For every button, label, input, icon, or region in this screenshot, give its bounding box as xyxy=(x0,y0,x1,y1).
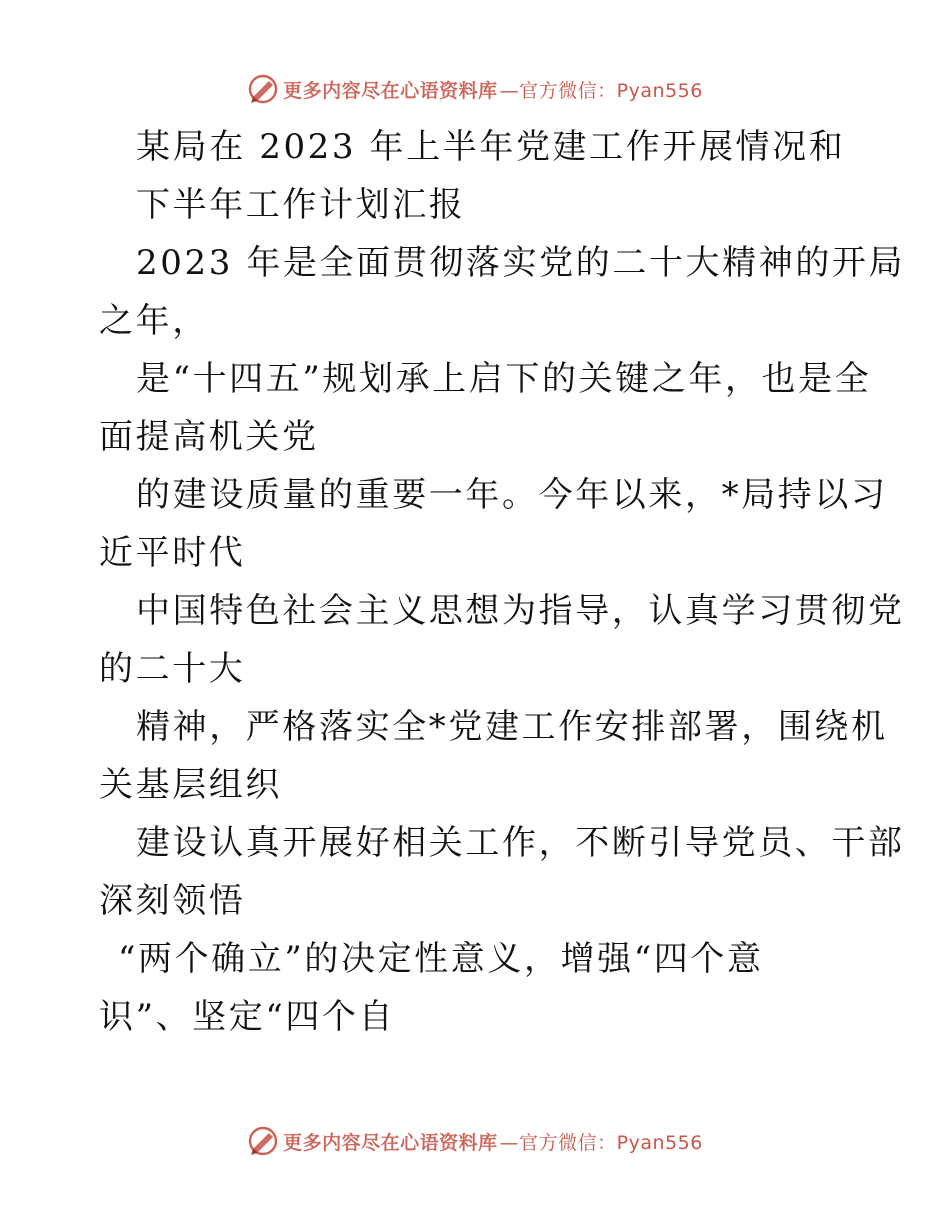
header-watermark-text xyxy=(283,76,703,103)
doc-text-line: “两个确立”的决定性意义，增强“四个意 xyxy=(118,939,764,979)
footer-watermark-wechat: —官方微信：Pyan556 xyxy=(499,1131,703,1154)
doc-title-line-2: 下半年工作计划汇报 xyxy=(136,185,466,225)
header-watermark-wechat: —官方微信：Pyan556 xyxy=(499,79,703,102)
footer-watermark-main: 更多内容尽在心语资料库 xyxy=(283,1131,498,1154)
footer-watermark-text xyxy=(283,1128,703,1155)
header-watermark-banner xyxy=(0,72,950,106)
doc-title-line-1: 某局在 2023 年上半年党建工作开展情况和 xyxy=(136,127,846,167)
doc-text-line: 2023 年是全面贯彻落实党的二十大精神的开局 xyxy=(136,243,906,283)
footer-watermark-banner xyxy=(0,1124,950,1158)
pen-circle-logo-icon xyxy=(247,73,279,105)
doc-text-line: 的建设质量的重要一年。今年以来，*局持以习 xyxy=(136,475,888,515)
doc-text-line: 之年， xyxy=(99,301,209,341)
doc-text-line: 中国特色社会主义思想为指导，认真学习贯彻党 xyxy=(136,591,905,631)
doc-text-line: 面提高机关党 xyxy=(99,417,319,457)
pen-circle-logo-icon xyxy=(247,1125,279,1157)
doc-text-line: 是“十四五”规划承上启下的关键之年，也是全 xyxy=(136,359,872,399)
doc-text-line: 的二十大 xyxy=(99,649,246,689)
doc-text-line: 精神，严格落实全*党建工作安排部署，围绕机 xyxy=(136,707,888,747)
doc-text-line: 识”、坚定“四个自 xyxy=(99,997,396,1037)
doc-text-line: 近平时代 xyxy=(99,533,246,573)
doc-text-line: 关基层组织 xyxy=(99,765,282,805)
doc-text-line: 建设认真开展好相关工作，不断引导党员、干部 xyxy=(136,823,905,863)
header-watermark-main: 更多内容尽在心语资料库 xyxy=(283,79,498,102)
doc-text-line: 深刻领悟 xyxy=(99,881,246,921)
